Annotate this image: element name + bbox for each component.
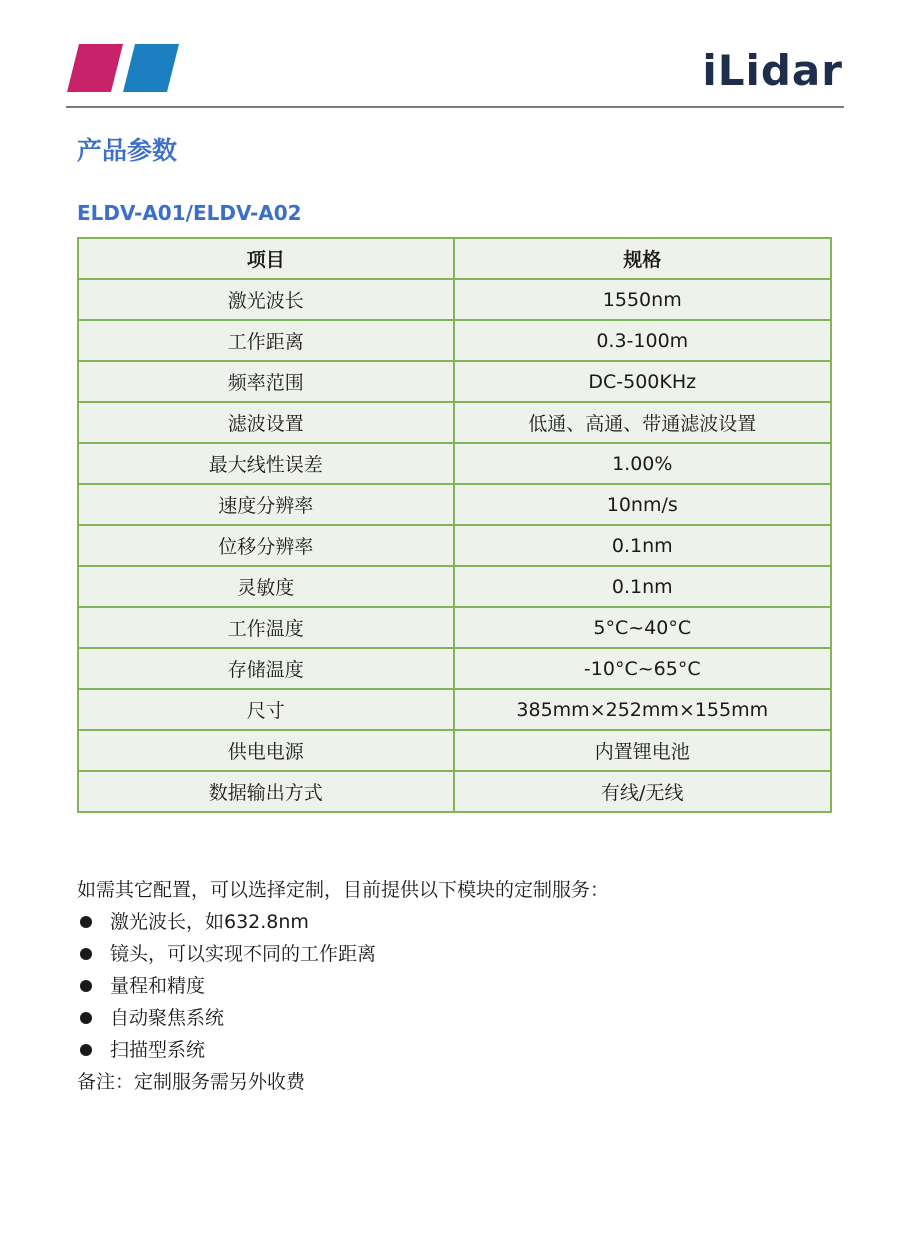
table-row	[78, 689, 831, 730]
row-label: 存储温度	[78, 648, 454, 689]
row-label: 工作温度	[78, 607, 454, 648]
table-row	[78, 320, 831, 361]
row-value: 0.1nm	[454, 566, 831, 607]
page-title: 产品参数	[77, 136, 178, 165]
table-row	[78, 730, 831, 771]
table-row	[78, 648, 831, 689]
table-header-row	[78, 238, 831, 279]
header-item: 项目	[78, 238, 454, 279]
list-item	[77, 1002, 837, 1034]
list-item	[77, 906, 837, 938]
row-label: 供电电源	[78, 730, 454, 771]
row-value: -10°C~65°C	[454, 648, 831, 689]
row-label: 工作距离	[78, 320, 454, 361]
row-label: 激光波长	[78, 279, 454, 320]
row-label: 灵敏度	[78, 566, 454, 607]
bullet-icon	[80, 1012, 92, 1024]
row-label: 速度分辨率	[78, 484, 454, 525]
brand-logo-text: iLidar	[702, 46, 843, 95]
list-item-text: 量程和精度	[110, 975, 206, 997]
bullet-icon	[80, 916, 92, 928]
row-value: 385mm×252mm×155mm	[454, 689, 831, 730]
header-spec: 规格	[454, 238, 831, 279]
logo-mark-magenta	[67, 44, 123, 92]
table-row	[78, 566, 831, 607]
table-row	[78, 484, 831, 525]
notes-intro: 如需其它配置，可以选择定制，目前提供以下模块的定制服务：	[77, 879, 610, 901]
notes-remark: 备注：定制服务需另外收费	[77, 1071, 306, 1093]
spec-table	[77, 237, 832, 813]
row-value: 0.3-100m	[454, 320, 831, 361]
brand-logo-marks	[67, 44, 179, 92]
bullet-icon	[80, 980, 92, 992]
row-value: 0.1nm	[454, 525, 831, 566]
list-item	[77, 938, 837, 970]
list-item	[77, 970, 837, 1002]
row-value: 内置锂电池	[454, 730, 831, 771]
table-row	[78, 279, 831, 320]
list-item-text: 自动聚焦系统	[110, 1007, 225, 1029]
header-divider	[66, 106, 844, 108]
table-row	[78, 525, 831, 566]
row-value: 1550nm	[454, 279, 831, 320]
list-item-text: 激光波长，如632.8nm	[110, 911, 309, 933]
table-row	[78, 402, 831, 443]
table-row	[78, 607, 831, 648]
list-item	[77, 1034, 837, 1066]
custom-options-list	[77, 906, 837, 1066]
row-label: 频率范围	[78, 361, 454, 402]
row-label: 位移分辨率	[78, 525, 454, 566]
row-label: 最大线性误差	[78, 443, 454, 484]
row-value: 有线/无线	[454, 771, 831, 812]
customization-notes	[77, 874, 837, 1098]
logo-mark-blue	[123, 44, 179, 92]
table-row	[78, 361, 831, 402]
list-item-text: 镜头，可以实现不同的工作距离	[110, 943, 377, 965]
bullet-icon	[80, 1044, 92, 1056]
bullet-icon	[80, 948, 92, 960]
row-label: 尺寸	[78, 689, 454, 730]
row-value: 5°C~40°C	[454, 607, 831, 648]
row-label: 滤波设置	[78, 402, 454, 443]
row-value: 低通、高通、带通滤波设置	[454, 402, 831, 443]
row-value: DC-500KHz	[454, 361, 831, 402]
model-title: ELDV-A01/ELDV-A02	[77, 201, 302, 225]
row-value: 1.00%	[454, 443, 831, 484]
row-label: 数据输出方式	[78, 771, 454, 812]
list-item-text: 扫描型系统	[110, 1039, 206, 1061]
row-value: 10nm/s	[454, 484, 831, 525]
table-row	[78, 443, 831, 484]
table-row	[78, 771, 831, 812]
